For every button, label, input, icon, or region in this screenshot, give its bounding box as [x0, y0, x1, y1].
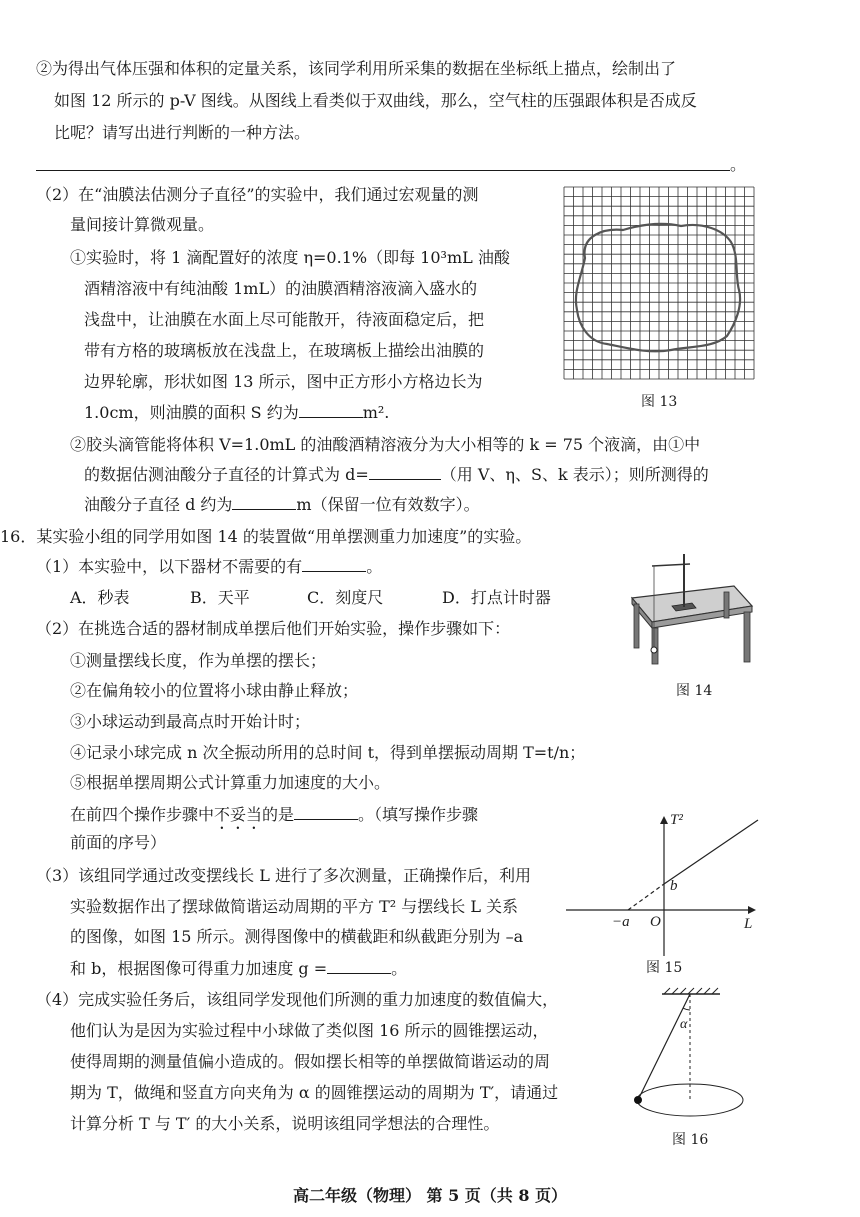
q15-sub2-1-line6: [84, 402, 389, 424]
q16-sub2-question-line2: 前面的序号）: [70, 833, 167, 852]
q15-part2-line1: ②为得出气体压强和体积的定量关系，该同学利用所采集的数据在坐标纸上描点，绘制出了: [36, 59, 677, 78]
q15-sub2-1-line2: 酒精溶液中有纯油酸 1mL）的油膜酒精溶液滴入盛水的: [84, 279, 478, 298]
ceiling-hatch: [664, 988, 718, 994]
answer-blank-d-formula[interactable]: [369, 464, 441, 480]
angle-label: α: [680, 1017, 688, 1032]
q16-step-3: ③小球运动到最高点时开始计时；: [70, 712, 311, 731]
q16-sub2-q-text: 的是: [262, 805, 295, 824]
fig14-caption: 图 14: [676, 683, 713, 699]
fig16-conical-pendulum: [628, 986, 754, 1120]
answer-blank-sub2[interactable]: [294, 804, 358, 820]
q16-sub4-line4: 期为 T，做绳和竖直方向夹角为 α 的圆锥摆运动的周期为 T′，请通过: [70, 1083, 559, 1102]
q16-sub4-line3: 使得周期的测量值偏小造成的。假如摆长相等的单摆做简谐运动的周: [70, 1052, 551, 1071]
q16-option-a: A．秒表: [70, 588, 130, 607]
table-leg: [724, 592, 729, 618]
q15-text-d-unit: m（保留一位有效数字）。: [296, 495, 480, 514]
answer-line: [36, 170, 730, 171]
x-axis-arrow: [748, 906, 756, 914]
fig15-graph: [566, 806, 762, 956]
q15-sub2-1-line5: 边界轮廓，形状如图 13 所示，图中正方形小方格边长为: [84, 372, 483, 391]
q16-stem: 16．某实验小组的同学用如图 14 的装置做“用单摆测重力加速度”的实验。: [0, 527, 532, 546]
q15-sub2-2-line3: [84, 494, 480, 516]
pendulum-bob: [634, 1096, 642, 1104]
table-leg: [652, 628, 658, 664]
q15-unit-m2: m².: [362, 403, 390, 422]
q16-step-2: ②在偏角较小的位置将小球由静止释放；: [70, 681, 359, 700]
q16-sub3-text: 和 b，根据图像可得重力加速度 g =: [70, 959, 328, 978]
page-footer: 高二年级（物理） 第 5 页（共 8 页）: [292, 1186, 568, 1205]
q16-sub4-line5: 计算分析 T 与 T′ 的大小关系，说明该组同学想法的合理性。: [70, 1114, 500, 1133]
q16-sub3-line3: 的图像，如图 15 所示。测得图像中的横截距和纵截距分别为 –a: [70, 927, 524, 946]
q16-sub3-end: 。: [391, 959, 408, 978]
q15-sub2-line1: （2）在“油膜法估测分子直径”的实验中，我们通过宏观量的测: [36, 185, 479, 204]
x-intercept-label: −a: [612, 914, 630, 930]
q16-sub2-q-emphasis: 不妥当: [214, 805, 263, 824]
q15-sub2-line2: 量间接计算微观量。: [70, 215, 215, 234]
q15-sub2-2-line1: ②胶头滴管能将体积 V=1.0mL 的油酸酒精溶液分为大小相等的 k = 75 个液滴，由①中: [70, 435, 701, 454]
table-leg: [744, 612, 750, 662]
oil-film-outline: [576, 224, 740, 351]
q15-text-area: 1.0cm，则油膜的面积 S 约为: [84, 403, 299, 422]
answer-line-end: 。: [730, 155, 747, 174]
x-axis-label: L: [744, 916, 753, 932]
q15-sub2-1-line1: ①实验时，将 1 滴配置好的浓度 η=0.1%（即每 10³mL 油酸: [70, 248, 510, 267]
pendulum-bob: [651, 647, 657, 653]
angle-arc: [683, 1008, 690, 1010]
q16-sub2-q-end: 。（填写操作步骤: [358, 805, 479, 824]
q15-sub2-1-line4: 带有方格的玻璃板放在浅盘上，在玻璃板上描绘出油膜的: [84, 341, 485, 360]
fig15-caption: 图 15: [646, 960, 683, 976]
fig16-caption: 图 16: [672, 1132, 709, 1148]
fig13-grid: [563, 186, 755, 380]
q16-sub2-question: [70, 804, 478, 833]
q15-sub2-2-line2: [84, 464, 709, 486]
q16-option-b: B．天平: [190, 588, 250, 607]
extrapolated-line: [628, 884, 664, 910]
q15-text-d-note: （用 V、η、S、k 表示）；则所测得的: [440, 465, 709, 484]
q16-step-1: ①测量摆线长度，作为单摆的摆长；: [70, 651, 327, 670]
q16-sub1-end: 。: [366, 557, 383, 576]
q16-sub3-line2: 实验数据作出了摆球做简谐运动周期的平方 T² 与摆线长 L 关系: [70, 897, 519, 916]
fig14-apparatus: [628, 548, 760, 668]
y-axis-arrow: [660, 816, 668, 824]
q16-sub3-line4: [70, 958, 407, 980]
q15-sub2-1-line3: 浅盘中，让油膜在水面上尽可能散开，待液面稳定后，把: [84, 310, 485, 329]
q16-step-5: ⑤根据单摆周期公式计算重力加速度的大小。: [70, 773, 391, 792]
answer-blank-d-value[interactable]: [232, 494, 296, 510]
q15-part2-line3: 比呢？请写出进行判断的一种方法。: [54, 123, 311, 142]
q16-option-c: C．刻度尺: [307, 588, 384, 607]
q16-sub1-text: （1）本实验中，以下器材不需要的有: [36, 557, 303, 576]
data-line: [664, 820, 758, 884]
q16-sub2-q-text: 在前四个操作步骤中: [70, 805, 215, 824]
answer-blank-g[interactable]: [327, 958, 391, 974]
q15-text-d-value: 油酸分子直径 d 约为: [84, 495, 233, 514]
q16-sub4-line1: （4）完成实验任务后，该组同学发现他们所测的重力加速度的数值偏大，: [36, 990, 559, 1009]
answer-blank-area[interactable]: [299, 402, 363, 418]
q15-text-d: 的数据估测油酸分子直径的计算式为 d=: [84, 465, 369, 484]
y-axis-label: T²: [670, 812, 683, 828]
q16-sub3-line1: （3）该组同学通过改变摆线长 L 进行了多次测量，正确操作后，利用: [36, 866, 531, 885]
fig13-caption: 图 13: [641, 394, 678, 410]
q16-sub1: [36, 556, 382, 578]
origin-label: O: [650, 914, 661, 930]
q16-step-4: ④记录小球完成 n 次全振动所用的总时间 t，得到单摆振动周期 T=t/n；: [70, 743, 586, 762]
q16-sub2-intro: （2）在挑选合适的器材制成单摆后他们开始实验，操作步骤如下：: [36, 619, 511, 638]
q16-sub4-line2: 他们认为是因为实验过程中小球做了类似图 16 所示的圆锥摆运动，: [70, 1021, 549, 1040]
q15-part2-line2: 如图 12 所示的 p-V 图线。从图线上看类似于双曲线，那么，空气柱的压强跟体积是否成反: [54, 91, 697, 110]
q16-option-d: D．打点计时器: [442, 588, 551, 607]
table-leg: [634, 604, 639, 648]
y-intercept-label: b: [670, 878, 678, 894]
answer-blank-sub1[interactable]: [302, 556, 366, 572]
